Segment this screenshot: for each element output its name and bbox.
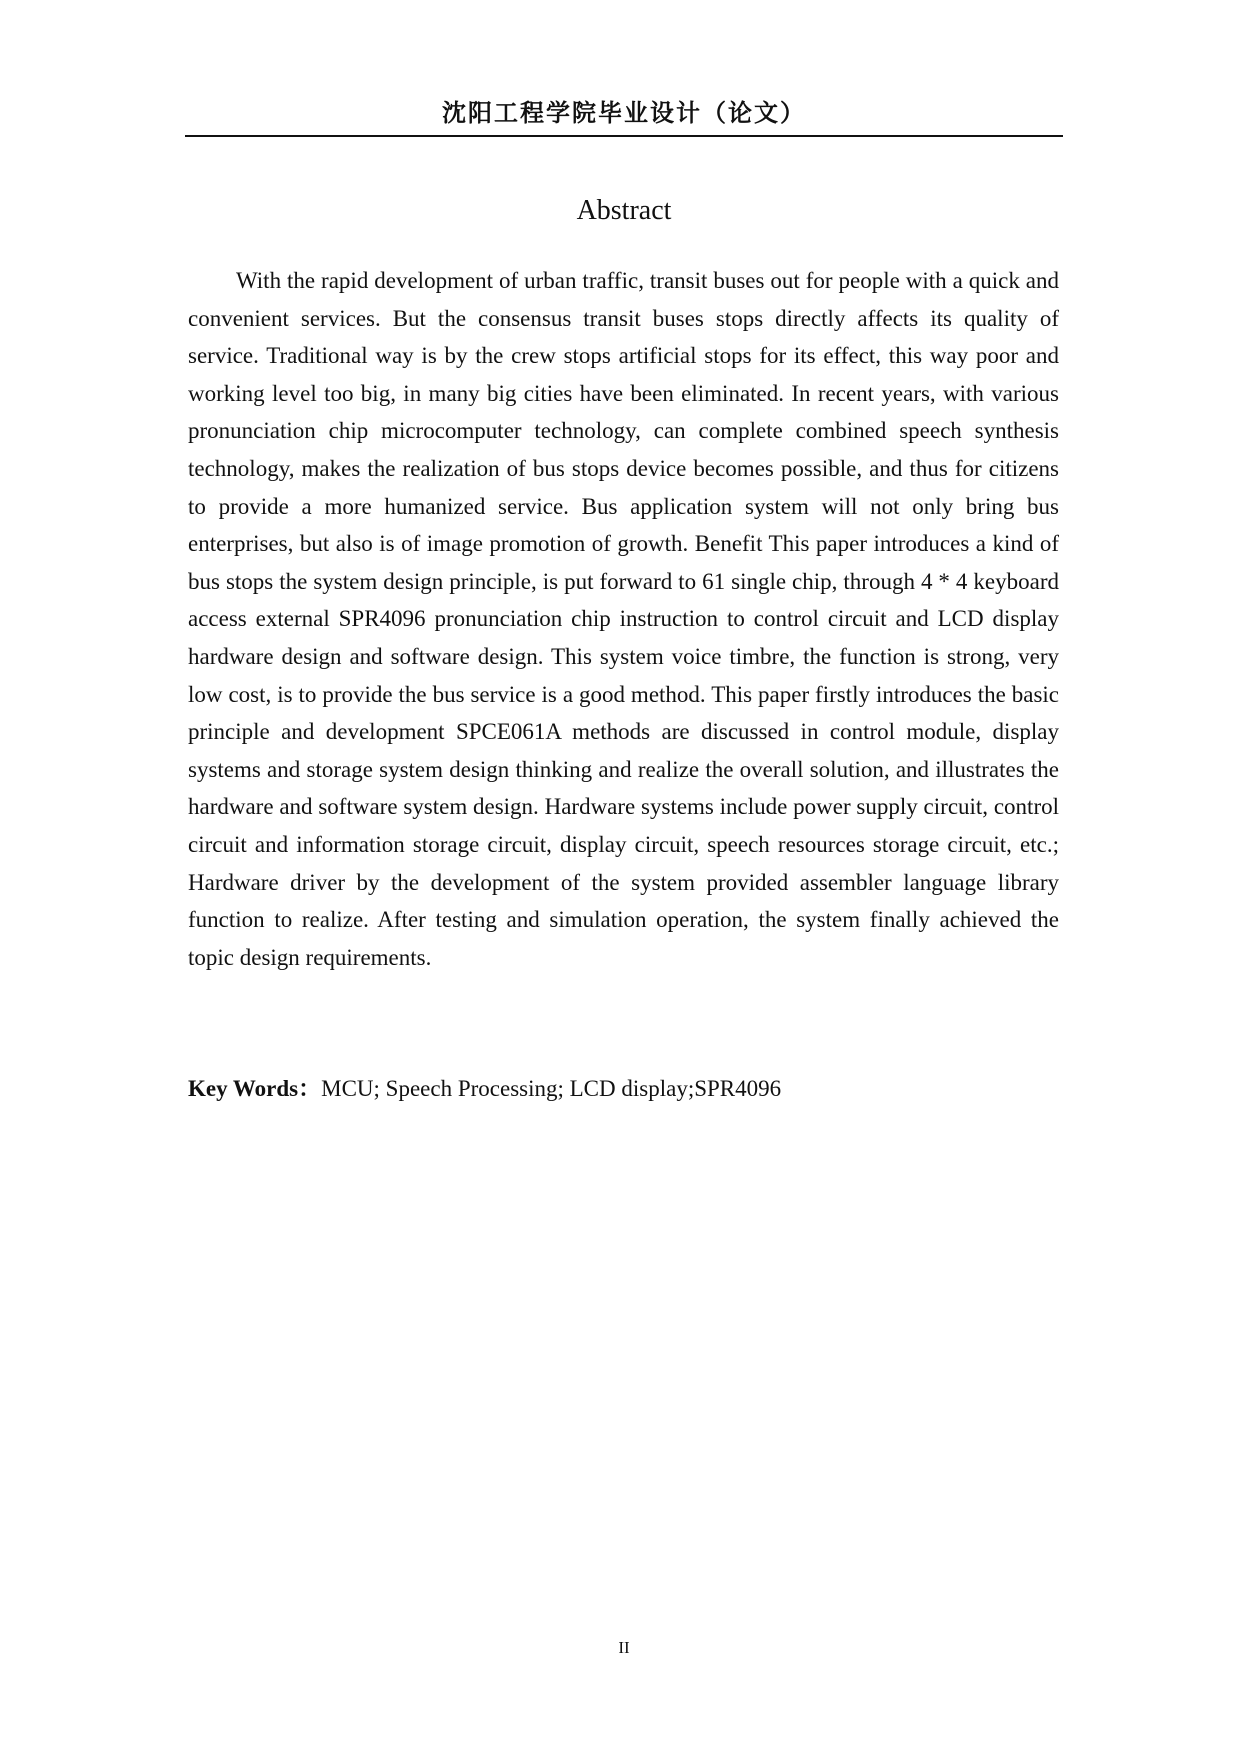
header-rule <box>185 135 1063 137</box>
abstract-body: With the rapid development of urban traffic, transit buses out for people with a quick and convenient services. But the consensus transit buses stops directly affects its quality of service. Traditional way is by the crew stops artificial stops for its effect, this way poor and working level too big, in many big cities have been eliminated. In recent years, with various pronunciation chip microcomputer technology, can complete combined speech synthesis technology, makes the realization of bus stops device becomes possible, and thus for citizens to provide a more humanized service. Bus application system will not only bring bus enterprises, but also is of image promotion of growth. Benefit This paper introduces a kind of bus stops the system design principle, is put forward to 61 single chip, through 4 * 4 keyboard access external SPR4096 pronunciation chip instruction to control circuit and LCD display hardware design and software design. This system voice timbre, the function is strong, very low cost, is to provide the bus service is a good method. This paper firstly introduces the basic principle and development SPCE061A methods are discussed in control module, display systems and storage system design thinking and realize the overall solution, and illustrates the hardware and software system design. Hardware systems include power supply circuit, control circuit and information storage circuit, display circuit, speech resources storage circuit, etc.; Hardware driver by the development of the system provided assembler language library function to realize. After testing and simulation operation, the system finally achieved the topic design requirements. <box>188 268 1059 970</box>
keywords-line <box>188 1070 1059 1108</box>
keywords-value: MCU; Speech Processing; LCD display;SPR4096 <box>321 1076 782 1101</box>
keywords-label: Key Words： <box>188 1076 322 1101</box>
abstract-title: Abstract <box>576 195 672 226</box>
page-number: II <box>618 1638 630 1657</box>
running-header: 沈阳工程学院毕业设计（论文） <box>442 99 806 127</box>
